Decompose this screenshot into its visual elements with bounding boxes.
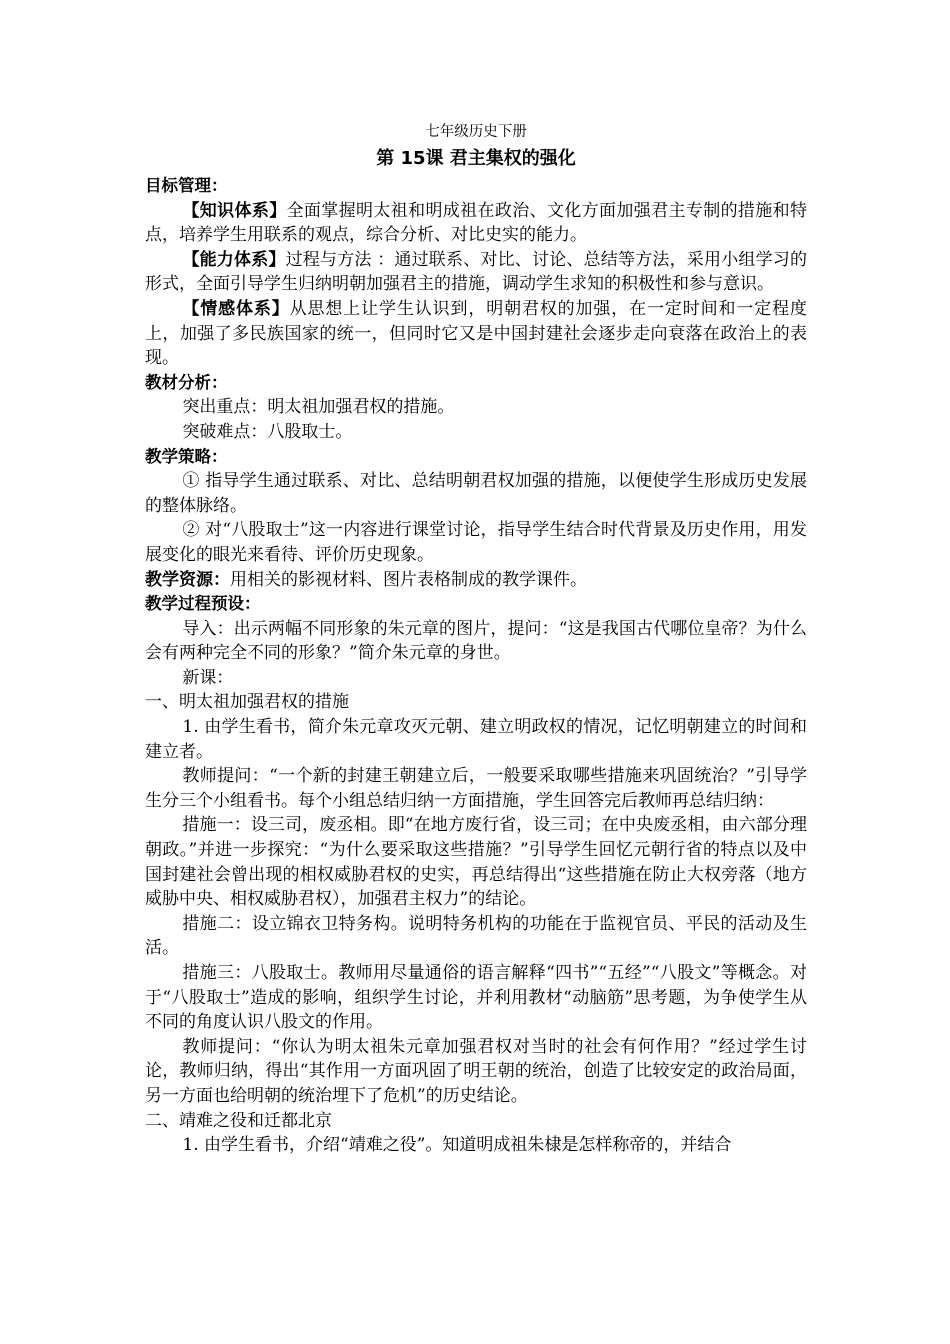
new-lesson-label: 新课： bbox=[182, 667, 234, 688]
ability-tag: 【能力体系】 bbox=[182, 249, 286, 270]
knowledge-tag: 【知识体系】 bbox=[182, 200, 287, 221]
emotion-paragraph bbox=[145, 297, 807, 371]
section-2-title: 二、靖难之役和迁都北京 bbox=[145, 1110, 332, 1131]
ability-text: 过程与方法 ：通过联系、对比、讨论、总结等方法，采用小组学习的形式，全面引导学生归纳明朝加强君主的措施，调动学生求知的积极性和参与意识。 bbox=[145, 249, 807, 295]
section-1-paragraph-3: 措施一：设三司，废丞相。即“在地方废行省，设三司；在中央废丞相，由六部分理朝政。”并进一步探究：“为什么要采取这些措施？”引导学生回忆元朝行省的特点以及中国封建社会曾出现的相权威胁君权的史实，再总结得出“这些措施在防止大权旁落（地方威胁中央、相权威胁君权），加强君主权力”的结论。 bbox=[145, 815, 807, 910]
lesson-title: 第 15课 君主集权的强化 bbox=[376, 148, 576, 169]
analysis-heading: 教材分析： bbox=[145, 372, 228, 392]
section-1-paragraph-5: 措施三：八股取士。教师用尽量通俗的语言解释“四书”“五经”“八股文”等概念。对于“八股取士”造成的影响，组织学生讨论，并利用教材“动脑筋”思考题，为争使学生从不同的角度认识八股文的作用。 bbox=[145, 963, 807, 1033]
resources-text: 用相关的影视材料、图片表格制成的教学课件。 bbox=[230, 569, 587, 590]
document-header: 七年级历史下册 bbox=[425, 124, 527, 140]
resources-heading: 教学资源： bbox=[145, 569, 230, 590]
goals-heading: 目标管理： bbox=[145, 176, 228, 195]
emotion-tag: 【情感体系】 bbox=[182, 298, 290, 319]
document-page bbox=[145, 122, 807, 1158]
process-heading: 教学过程预设： bbox=[145, 594, 261, 614]
analysis-key: 突出重点：明太祖加强君权的措施。 bbox=[182, 397, 455, 418]
emotion-text: 从思想上让学生认识到，明朝君权的加强，在一定时间和一定程度上，加强了多民族国家的统一，但同时它又是中国封建社会逐步走向衰落在政治上的表现。 bbox=[145, 298, 808, 369]
section-1-title: 一、明太祖加强君权的措施 bbox=[145, 692, 349, 713]
analysis-difficult: 突破难点：八股取士。 bbox=[182, 421, 353, 442]
knowledge-paragraph bbox=[145, 199, 807, 248]
strategy-item-1: ① 指导学生通过联系、对比、总结明朝君权加强的措施，以便使学生形成历史发展的整体脉络。 bbox=[145, 471, 807, 516]
section-1-paragraph-6: 教师提问：“你认为明太祖朱元章加强君权对当时的社会有何作用？”经过学生讨论，教师归纳，得出“其作用一方面巩固了明王朝的统治，创造了比较安定的政治局面，另一方面也给明朝的统治埋下了危机”的历史结论。 bbox=[145, 1036, 807, 1106]
strategy-item-2: ② 对“八股取士”这一内容进行课堂讨论，指导学生结合时代背景及历史作用，用发展变化的眼光来看待、评价历史现象。 bbox=[145, 520, 807, 565]
section-1-paragraph-4: 措施二：设立锦衣卫特务构。说明特务机构的功能在于监视官员、平民的活动及生活。 bbox=[145, 913, 807, 959]
knowledge-text: 全面掌握明太祖和明成祖在政治、文化方面加强君主专制的措施和特点，培养学生用联系的观点，综合分析、对比史实的能力。 bbox=[145, 200, 808, 246]
resources-line bbox=[145, 568, 807, 593]
intro-paragraph: 导入：出示两幅不同形象的朱元章的图片，提问：“这是我国古代哪位皇帝？为什么会有两种完全不同的形象？”简介朱元章的身世。 bbox=[145, 618, 807, 664]
section-1-paragraph-1: 1. 由学生看书，简介朱元章攻灭元朝、建立明政权的情况，记忆明朝建立的时间和建立者。 bbox=[145, 717, 807, 762]
ability-paragraph bbox=[145, 248, 807, 297]
section-2-paragraph-1: 1. 由学生看书，介绍“靖难之役”。知道明成祖朱棣是怎样称帝的，并结合 bbox=[182, 1135, 732, 1156]
strategy-heading: 教学策略： bbox=[145, 446, 228, 466]
section-1-paragraph-2: 教师提问：“一个新的封建王朝建立后，一般要采取哪些措施来巩固统治？”引导学生分三个小组看书。每个小组总结归纳一方面措施，学生回答完后教师再总结归纳： bbox=[145, 766, 807, 811]
